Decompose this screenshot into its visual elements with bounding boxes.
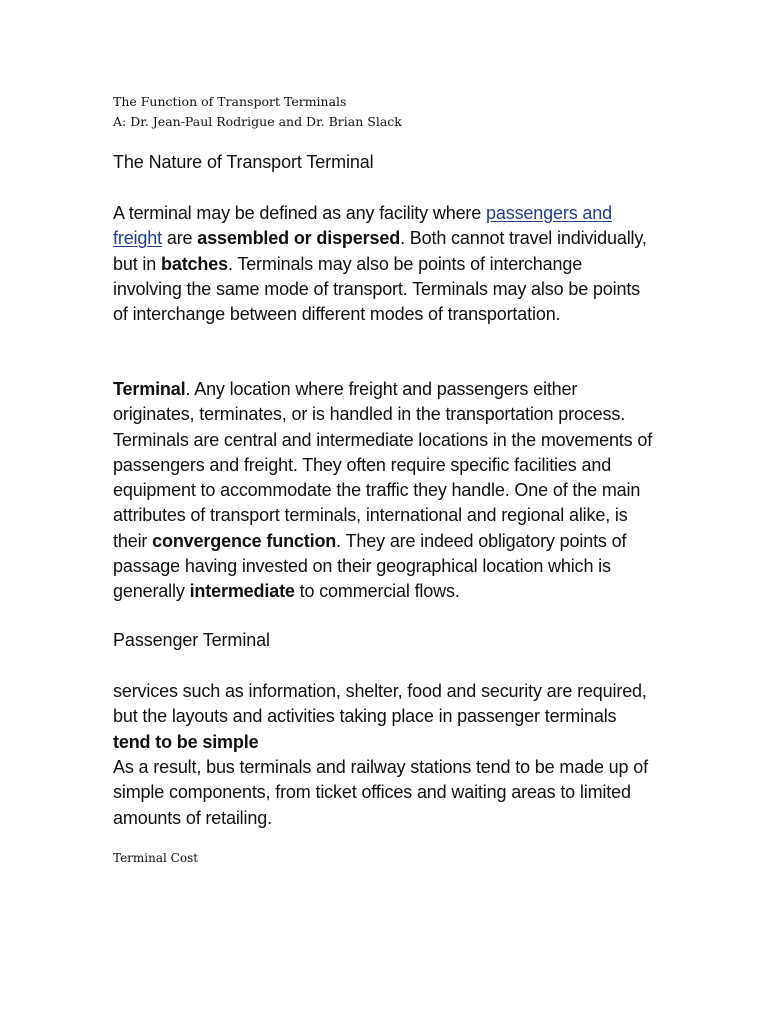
document-title: The Function of Transport Terminals <box>113 94 347 109</box>
paragraph-passenger-services <box>113 679 658 755</box>
bold-term: batches <box>160 253 228 274</box>
document-header <box>113 92 402 132</box>
bold-term: convergence function <box>152 530 337 551</box>
text-run: A terminal may be defined as any facility where <box>113 203 486 223</box>
section-heading-nature: The Nature of Transport Terminal <box>113 152 374 172</box>
document-authors: A: Dr. Jean-Paul Rodrigue and Dr. Brian Slack <box>113 114 402 129</box>
text-run: to commercial flows. <box>294 581 460 602</box>
bold-term: Terminal <box>113 379 186 399</box>
paragraph-terminal-description <box>113 377 658 605</box>
passengers-freight-link[interactable]: passengers and freight <box>113 203 612 249</box>
section-heading-passenger: Passenger Terminal <box>113 630 270 650</box>
section-heading-terminal-cost: Terminal Cost <box>113 851 199 865</box>
text-run: are <box>161 228 198 249</box>
text-run: services such as information, shelter, food and security are required, but the layouts and activities taking place in passenger terminals <box>113 681 647 727</box>
paragraph-terminal-definition <box>113 201 653 327</box>
text-run: . Any location where freight and passengers either originates, terminates, or is handled in the transportation process. Terminals are central and intermediate locations in the movements of passengers and freight. They often require specific facilities and equipment to accommodate the traffic they handle. One of the main attributes of transport terminals, international and regional alike, is their <box>113 379 653 551</box>
text-run: . They are indeed obligatory points of passage having invested on their geographical location which is generally <box>113 530 627 602</box>
bold-term: intermediate <box>189 581 295 602</box>
text-run: . Terminals may also be points of interchange involving the same mode of transport. Terminals may also be points of interchange between different modes of transportation. <box>113 253 641 325</box>
paragraph-passenger-result: As a result, bus terminals and railway stations tend to be made up of simple components, from ticket offices and waiting areas to limited amounts of retailing. <box>113 757 648 828</box>
text-run: . Both cannot travel individually, but in <box>113 228 647 274</box>
bold-term: tend to be simple <box>113 731 259 752</box>
bold-term: assembled or dispersed <box>197 228 401 249</box>
